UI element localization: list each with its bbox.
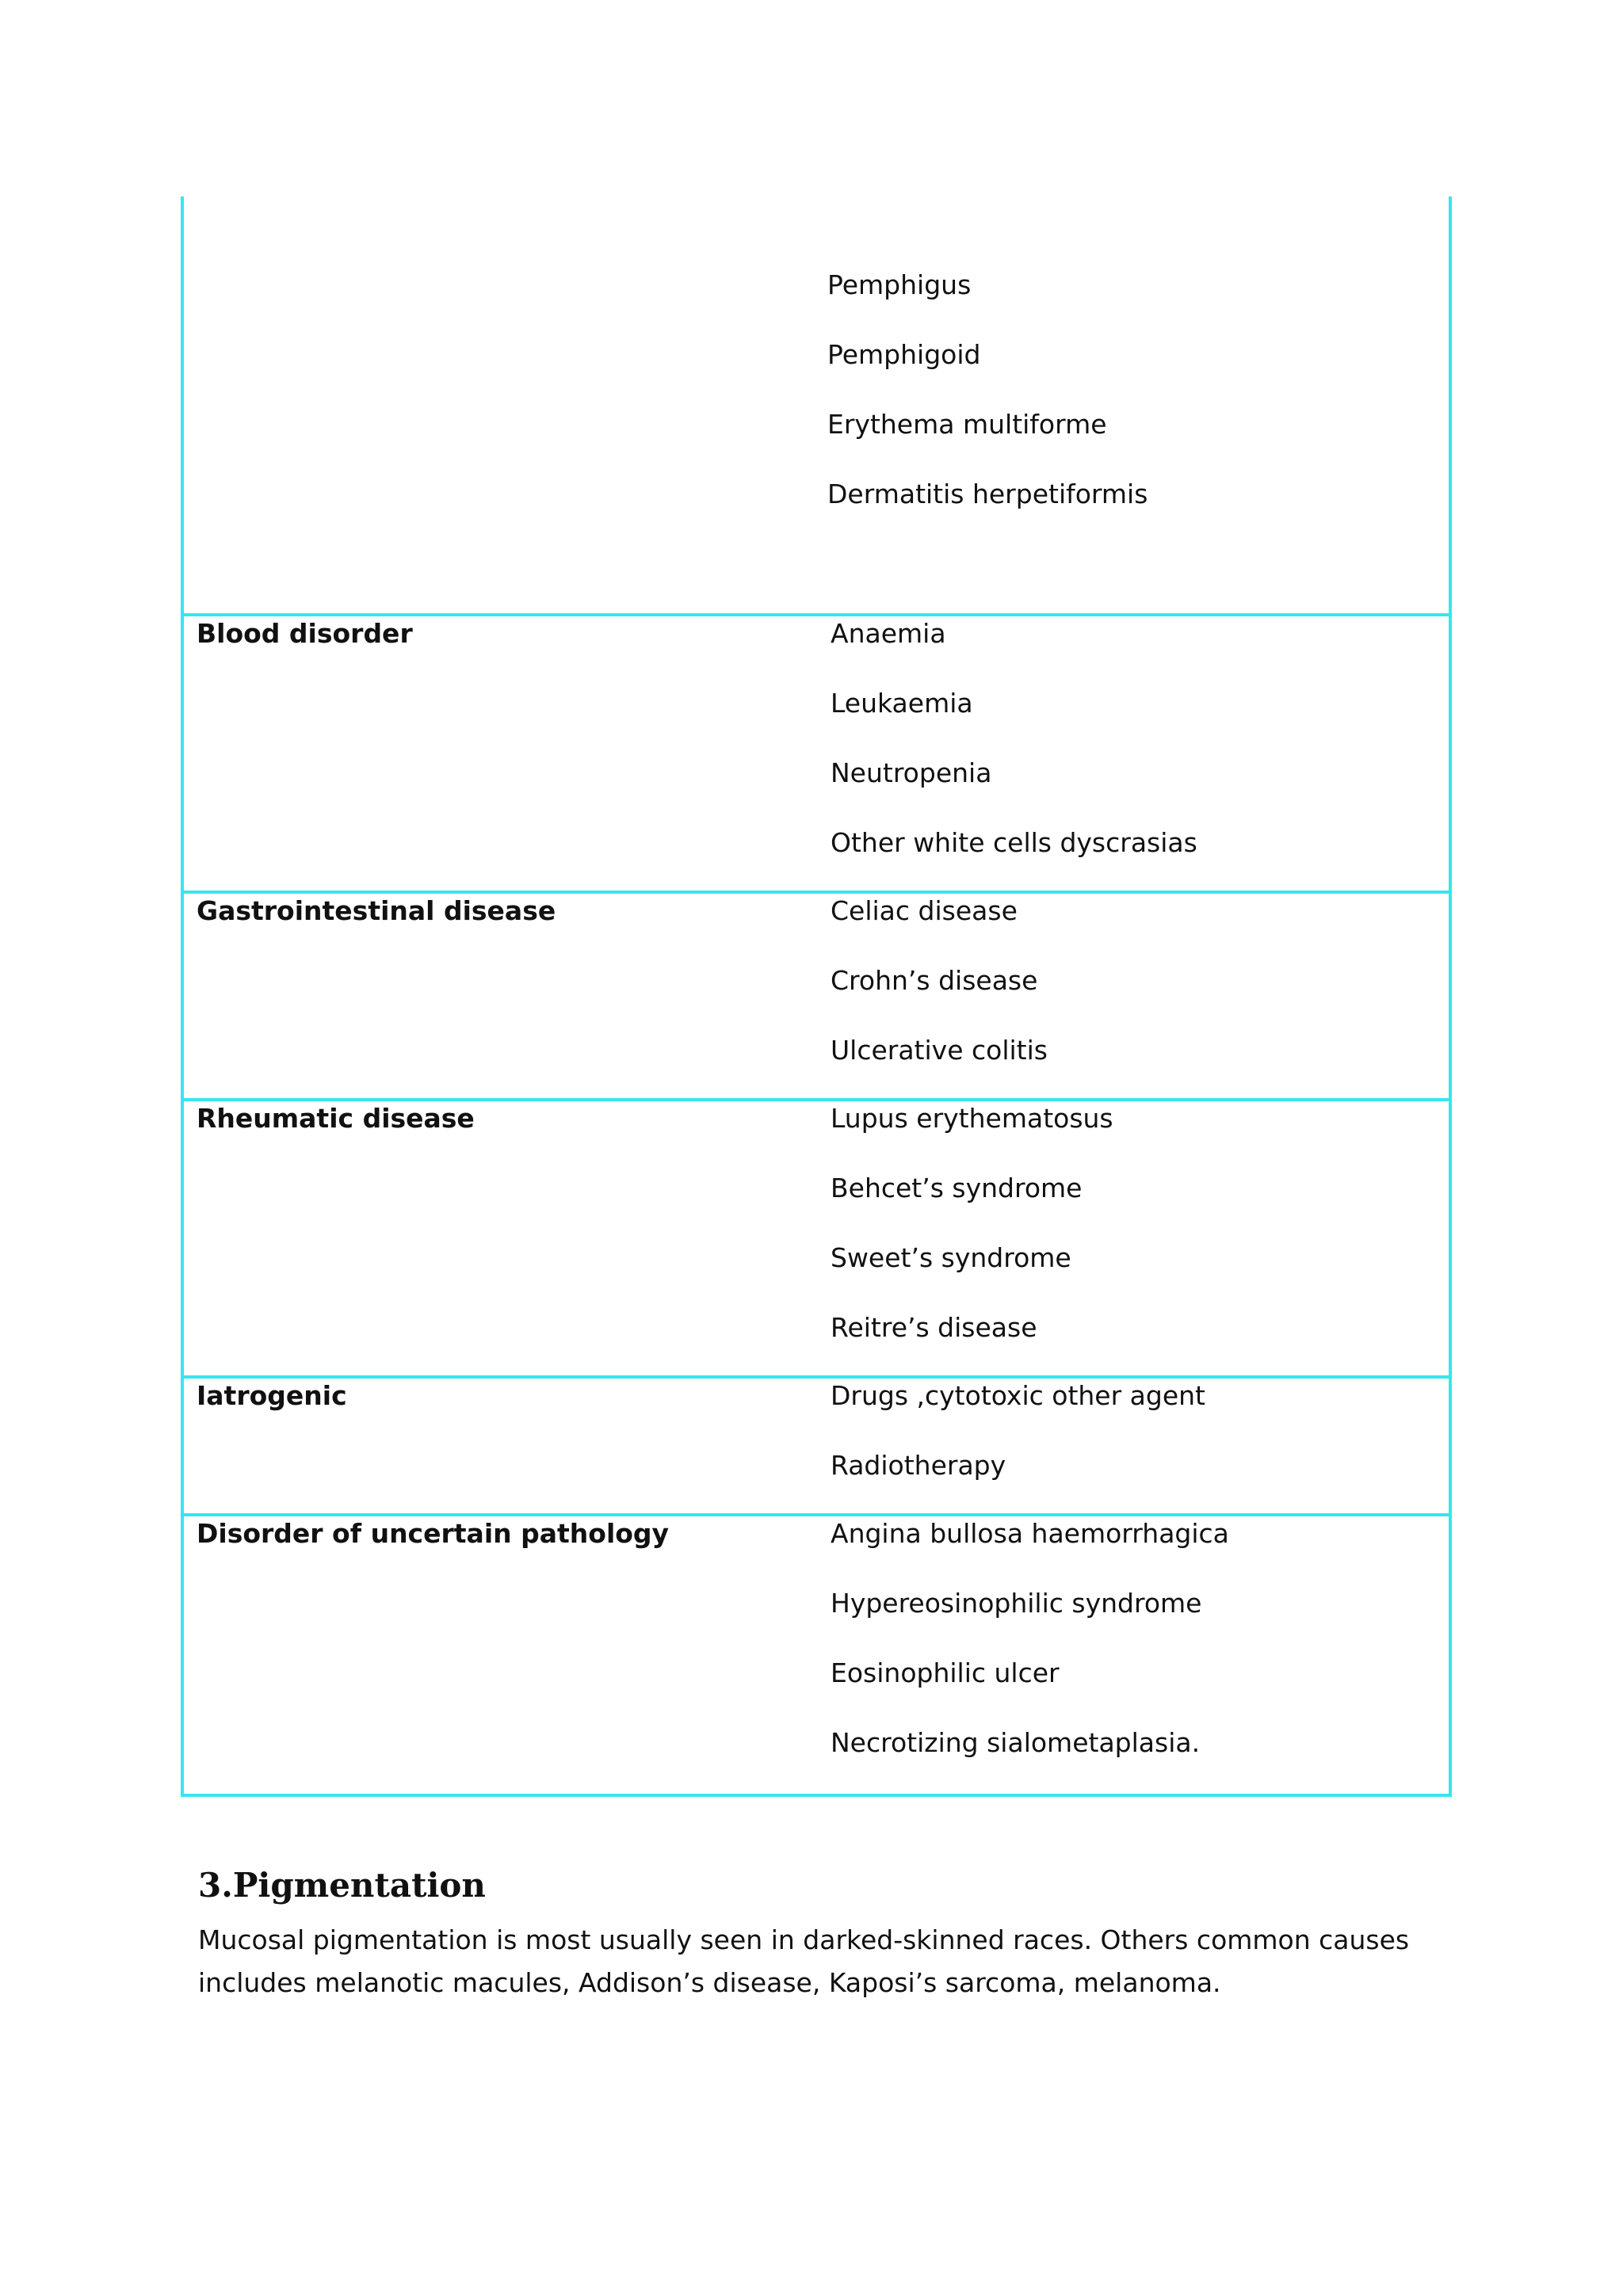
list-item: Anaemia <box>831 618 946 649</box>
row-category: Blood disorder <box>197 618 413 649</box>
section-body: Mucosal pigmentation is most usually seen in darked-skinned races. Others common causes includes melanotic macules, Addison’s disease, Kaposi’s sarcoma, melanoma. <box>198 1924 1410 1998</box>
list-item: Lupus erythematosus <box>831 1103 1113 1134</box>
table-border-left <box>181 196 184 616</box>
list-item: Celiac disease <box>831 895 1018 926</box>
table-border-right <box>1449 196 1452 616</box>
row-category: Disorder of uncertain pathology <box>197 1518 670 1549</box>
table-row <box>181 1375 1452 1513</box>
list-item: Hypereosinophilic syndrome <box>831 1588 1202 1619</box>
row-items <box>831 1518 1229 1797</box>
list-item: Behcet’s syndrome <box>831 1173 1083 1203</box>
row-category: Gastrointestinal disease <box>197 895 556 926</box>
list-item: Eosinophilic ulcer <box>831 1657 1060 1688</box>
section-heading: 3.Pigmentation <box>198 1866 486 1905</box>
list-item: Pemphigus <box>827 269 972 300</box>
table-row <box>181 613 1452 891</box>
list-item: Necrotizing sialometaplasia. <box>831 1727 1201 1758</box>
list-item: Drugs ,cytotoxic other agent <box>831 1380 1205 1411</box>
list-item: Neutropenia <box>831 757 992 788</box>
row-items <box>831 895 1048 1104</box>
continuation-items <box>827 269 1148 548</box>
list-item: Radiotherapy <box>831 1450 1006 1481</box>
row-items <box>831 1380 1205 1520</box>
row-items <box>831 1103 1113 1382</box>
list-item: Dermatitis herpetiformis <box>827 479 1148 509</box>
list-item: Leukaemia <box>831 688 973 719</box>
table-row <box>181 1513 1452 1797</box>
list-item: Ulcerative colitis <box>831 1035 1048 1066</box>
table-row <box>181 891 1452 1098</box>
table-row <box>181 1098 1452 1375</box>
row-category: Iatrogenic <box>197 1380 347 1411</box>
list-item: Angina bullosa haemorrhagica <box>831 1518 1229 1549</box>
row-category: Rheumatic disease <box>197 1103 475 1134</box>
list-item: Sweet’s syndrome <box>831 1242 1071 1273</box>
list-item: Pemphigoid <box>827 339 981 370</box>
row-items <box>831 618 1197 897</box>
list-item: Crohn’s disease <box>831 965 1038 996</box>
list-item: Erythema multiforme <box>827 409 1107 440</box>
list-item: Reitre’s disease <box>831 1312 1037 1343</box>
list-item: Other white cells dyscrasias <box>831 827 1197 858</box>
